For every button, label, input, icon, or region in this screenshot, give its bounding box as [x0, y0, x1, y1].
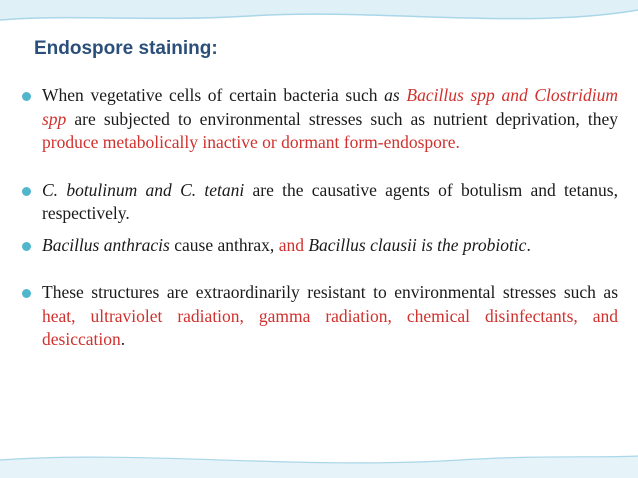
bullet-item: [22, 179, 618, 226]
text-segment: C. botulinum and C. tetani: [42, 179, 245, 200]
text-segment: .: [526, 234, 531, 255]
header-wave-shape: [0, 0, 638, 20]
bullet-item: [22, 234, 618, 258]
highlight-text: produce metabolically inactive or dormant form-endospore.: [42, 132, 460, 152]
footer-wave-decoration: [0, 448, 638, 478]
bullet-marker: [22, 242, 31, 251]
bullet-item: [22, 84, 618, 155]
text-segment: When vegetative cells of certain bacteria such: [42, 85, 385, 105]
highlight-text: Bacillus spp and Clostridium spp: [42, 85, 619, 129]
text-segment: is the probiotic: [416, 234, 527, 255]
text-segment: as: [384, 85, 407, 105]
text-segment: .: [120, 329, 126, 349]
bullet-marker: [22, 92, 31, 101]
bullet-item: [22, 281, 618, 352]
text-segment: Bacillus clausii: [308, 234, 417, 255]
footer-wave-shape: [0, 456, 638, 478]
text-segment: Bacillus anthracis: [42, 234, 170, 255]
text-segment: are subjected to environmental stresses such as nutrient deprivation, they: [66, 108, 618, 129]
text-segment: cause anthrax,: [169, 234, 279, 255]
highlight-text: heat, ultraviolet radiation, gamma radiation, chemical disinfectants, and desiccation: [42, 305, 618, 349]
highlight-text: and: [278, 234, 309, 255]
bullet-marker: [22, 187, 31, 196]
slide-title: Endospore staining:: [34, 38, 218, 59]
header-wave-decoration: [0, 0, 638, 40]
text-segment: These structures are extraordinarily resistant to environmental stresses such as: [42, 282, 618, 302]
bullet-marker: [22, 289, 31, 298]
bullet-list: [22, 84, 618, 352]
text-segment: are the causative agents of botulism and tetanus, respectively.: [42, 179, 618, 223]
